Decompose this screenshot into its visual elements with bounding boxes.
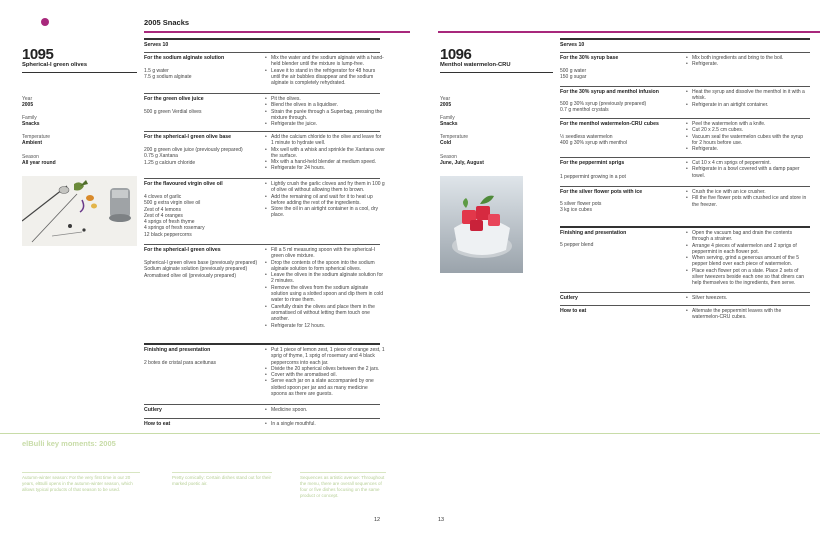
- section-rule: [560, 52, 810, 53]
- step-item: • Cut 20 x 2.5 cm cubes.: [686, 127, 810, 133]
- step-item: • Strain the purée through a Superbag, pressing the mixture through.: [265, 109, 385, 122]
- serves-rule: [144, 38, 380, 40]
- section-rule: [144, 343, 380, 345]
- section-ingredients: 4 cloves of garlic 500 g extra virgin olive oil Zest of 4 lemons Zest of 4 oranges 4 sprigs of fresh thyme 4 springs of fresh rosemary 12 black peppercorns: [144, 194, 205, 238]
- step-item: • Mix with a hand-held blender at medium speed.: [265, 159, 385, 165]
- step-item: • Silver tweezers.: [686, 295, 810, 301]
- section-steps: [265, 181, 385, 219]
- section-ingredients: 5 silver flower pots 3 kg ice cubes: [560, 201, 602, 214]
- section-title: Finishing and presentation: [144, 347, 211, 353]
- section-steps: [686, 308, 810, 321]
- section-rule: [560, 157, 810, 158]
- step-item: • Add the calcium chloride to the olive and leave for 1 minute to hydrate well.: [265, 134, 385, 147]
- step-item: • Mix both ingredients and bring to the boil.: [686, 55, 810, 61]
- recipe-rule: [22, 72, 137, 73]
- section-ingredients: 500 g water 150 g sugar: [560, 68, 587, 81]
- step-item: • Carefully drain the olives and place them in the aromatised oil without letting them touch one another.: [265, 304, 385, 323]
- recipe-number: 1096: [440, 46, 472, 63]
- key-moment-item: Autumn-winter season: For the very first time in our 20 years, elBulli opens in the autumn-winter season, which allows typical products of that season to be used.: [22, 472, 140, 493]
- step-item: • Refrigerate in a bowl covered with a damp paper towel.: [686, 166, 810, 179]
- step-item: • Place each flower pot on a slate. Place 2 sets of silver tweezers beside each one so that diners can help themselves to the ingredients, then serve.: [686, 268, 810, 287]
- meta-season: Season June, July, August: [440, 154, 484, 167]
- step-item: • Mix well with a whisk and sprinkle the Xantana over the surface.: [265, 147, 385, 160]
- section-title: Cutlery: [560, 295, 578, 301]
- step-item: • Open the vacuum bag and drain the contents through a strainer.: [686, 230, 810, 243]
- step-item: • Lightly crush the garlic cloves and fry them in 100 g of olive oil without allowing them to brown.: [265, 181, 385, 194]
- step-item: • Serve each jar on a slate accompanied by one slotted spoon per jar and as many medicine spoons as there are guests.: [265, 378, 385, 397]
- step-item: • In a single mouthful.: [265, 421, 385, 427]
- section-ingredients: 1.5 g water 7.5 g sodium alginate: [144, 68, 192, 81]
- step-item: • Refrigerate for 12 hours.: [265, 323, 385, 329]
- step-item: • Refrigerate for 24 hours.: [265, 165, 385, 171]
- section-steps: [265, 96, 385, 127]
- section-steps: [686, 189, 810, 208]
- key-moments-rule: [0, 433, 820, 434]
- step-item: • Add the remaining oil and wait for it to heat up before adding the rest of the ingredients.: [265, 194, 385, 207]
- step-item: • Vacuum seal the watermelon cubes with the syrup for 2 hours before use.: [686, 134, 810, 147]
- step-item: • Peel the watermelon with a knife.: [686, 121, 810, 127]
- section-steps: [265, 55, 385, 86]
- step-item: • Put 1 piece of lemon zest, 1 piece of orange zest, 1 sprig of thyme, 1 sprig of rosemary and 4 black peppercorns into each jar.: [265, 347, 385, 366]
- meta-family: Family Snacks: [22, 115, 40, 128]
- section-steps: [686, 89, 810, 108]
- section-steps: [265, 347, 385, 397]
- step-item: • When serving, grind a generous amount of the 5 pepper blend over each piece of watermelon.: [686, 255, 810, 268]
- step-item: • Crush the ice with an ice crusher.: [686, 189, 810, 195]
- section-rule: [144, 244, 380, 245]
- recipe-name: Spherical-I green olives: [22, 62, 88, 68]
- section-steps: [265, 407, 385, 413]
- section-title: Cutlery: [144, 407, 162, 413]
- section-ingredients: 500 g 30% syrup (previously prepared) 0.7 g menthol crystals: [560, 101, 647, 114]
- section-ingredients: 1 peppermint growing in a pot: [560, 174, 626, 180]
- section-title: For the green olive juice: [144, 96, 204, 102]
- section-rule: [144, 131, 380, 132]
- step-item: • Remove the olives from the sodium alginate solution using a slotted spoon and dip them in cold water to rinse them.: [265, 285, 385, 304]
- step-item: • Alternate the peppermint leaves with the watermelon-CRU cubes.: [686, 308, 810, 321]
- section-title: For the spherical-I green olive base: [144, 134, 232, 140]
- step-item: • Refrigerate.: [686, 146, 810, 152]
- section-title: How to eat: [560, 308, 587, 314]
- meta-family: Family Snacks: [440, 115, 458, 128]
- section-ingredients: 200 g green olive juice (previously prepared) 0.75 g Xantana 1.25 g calcium chloride: [144, 147, 243, 166]
- section-rule: [144, 178, 380, 179]
- meta-temperature: Temperature Cold: [440, 134, 469, 147]
- serves-rule: [560, 38, 810, 40]
- meta-temperature: Temperature Ambient: [22, 134, 51, 147]
- step-item: • Fill the five flower pots with crushed ice and store in the freezer.: [686, 195, 810, 208]
- step-item: • Refrigerate in an airtight container.: [686, 102, 810, 108]
- serves-label: Serves 10: [144, 42, 169, 48]
- page-number: 13: [438, 517, 445, 523]
- section-steps: [686, 295, 810, 301]
- step-item: • Cover with the aromatised oil.: [265, 372, 385, 378]
- section-title: For the sodium alginate solution: [144, 55, 225, 61]
- step-item: • Fill a 5 ml measuring spoon with the spherical-I green olive mixture.: [265, 247, 385, 260]
- step-item: • Blend the olives in a liquidiser.: [265, 102, 385, 108]
- section-rule: [560, 118, 810, 119]
- step-item: • Refrigerate the juice.: [265, 121, 385, 127]
- section-rule: [560, 305, 810, 306]
- section-ingredients: ½ seedless watermelon 400 g 30% syrup with menthol: [560, 134, 627, 147]
- header-rule: [144, 31, 410, 33]
- section-title: How to eat: [144, 421, 171, 427]
- header-rule: [438, 31, 820, 33]
- section-rule: [560, 292, 810, 293]
- section-rule: [144, 418, 380, 419]
- key-moment-item: Sequences as artistic avenue: Throughout the menu, there are overall sequences of four or five dishes focusing on the same product or concept.: [300, 472, 386, 499]
- recipe-number: 1095: [22, 46, 54, 63]
- section-title: For the menthol watermelon-CRU cubes: [560, 121, 659, 127]
- header-title: 2005 Snacks: [144, 18, 190, 27]
- section-steps: [686, 55, 810, 68]
- step-item: • Refrigerate.: [686, 61, 810, 67]
- section-ingredients: 5 pepper blend: [560, 242, 594, 248]
- section-ingredients: 2 botes de cristal para aceitunas: [144, 360, 216, 366]
- section-title: For the silver flower pots with ice: [560, 189, 643, 195]
- section-ingredients: 500 g green Verdial olives: [144, 109, 202, 115]
- serves-label: Serves 10: [560, 42, 585, 48]
- step-item: • Mix the water and the sodium alginate with a hand-held blender until the mixture is lump-free.: [265, 55, 385, 68]
- section-title: For the 30% syrup base: [560, 55, 619, 61]
- section-steps: [265, 421, 385, 427]
- step-item: • Medicine spoon.: [265, 407, 385, 413]
- key-moment-item: Pretty comically: Certain dishes stand out for their marked poetic air.: [172, 472, 272, 487]
- section-rule: [560, 226, 810, 228]
- step-item: • Drop the contents of the spoon into the sodium alginate solution to form spherical olives.: [265, 260, 385, 273]
- step-item: • Heat the syrup and dissolve the menthol in it with a whisk.: [686, 89, 810, 102]
- section-rule: [560, 86, 810, 87]
- step-item: • Leave the olives in the sodium alginate solution for 2 minutes.: [265, 272, 385, 285]
- dish-photo-olives: [22, 176, 137, 246]
- section-steps: [265, 247, 385, 329]
- step-item: • Arrange 4 pieces of watermelon and 2 sprigs of peppermint in each flower pot.: [686, 243, 810, 256]
- right-page: [410, 0, 820, 538]
- section-steps: [686, 160, 810, 179]
- section-title: For the peppermint sprigs: [560, 160, 625, 166]
- section-title: Finishing and presentation: [560, 230, 627, 236]
- meta-season: Season All year round: [22, 154, 56, 167]
- recipe-name: Menthol watermelon-CRU: [440, 62, 511, 68]
- step-item: • Pit the olives.: [265, 96, 385, 102]
- meta-year: Year 2005: [440, 96, 452, 109]
- section-rule: [144, 404, 380, 405]
- page-number: 12: [374, 517, 381, 523]
- section-rule: [144, 93, 380, 94]
- step-item: • Leave it to stand in the refrigerator for 48 hours until the air bubbles disappear and the sodium alginate is completely rehydrated.: [265, 68, 385, 87]
- section-title: For the spherical-I green olives: [144, 247, 221, 253]
- section-title: For the flavoured virgin olive oil: [144, 181, 223, 187]
- step-item: • Cut 10 x 4 cm sprigs of peppermint.: [686, 160, 810, 166]
- section-rule: [144, 52, 380, 53]
- recipe-rule: [440, 72, 553, 73]
- section-steps: [265, 134, 385, 172]
- section-title: For the 30% syrup and menthol infusion: [560, 89, 659, 95]
- section-dot: [41, 18, 49, 26]
- section-rule: [560, 186, 810, 187]
- section-ingredients: Spherical-I green olives base (previously prepared) Sodium alginate solution (previously prepared) Aromatised olive oil (previously prepared): [144, 260, 258, 279]
- section-steps: [686, 230, 810, 287]
- key-moments-title: elBulli key moments: 2005: [22, 439, 116, 448]
- section-steps: [686, 121, 810, 152]
- step-item: • Store the oil in an airtight container in a cool, dry place.: [265, 206, 385, 219]
- step-item: • Divide the 20 spherical olives between the 2 jars.: [265, 366, 385, 372]
- meta-year: Year 2005: [22, 96, 34, 109]
- dish-photo-watermelon: [440, 176, 523, 273]
